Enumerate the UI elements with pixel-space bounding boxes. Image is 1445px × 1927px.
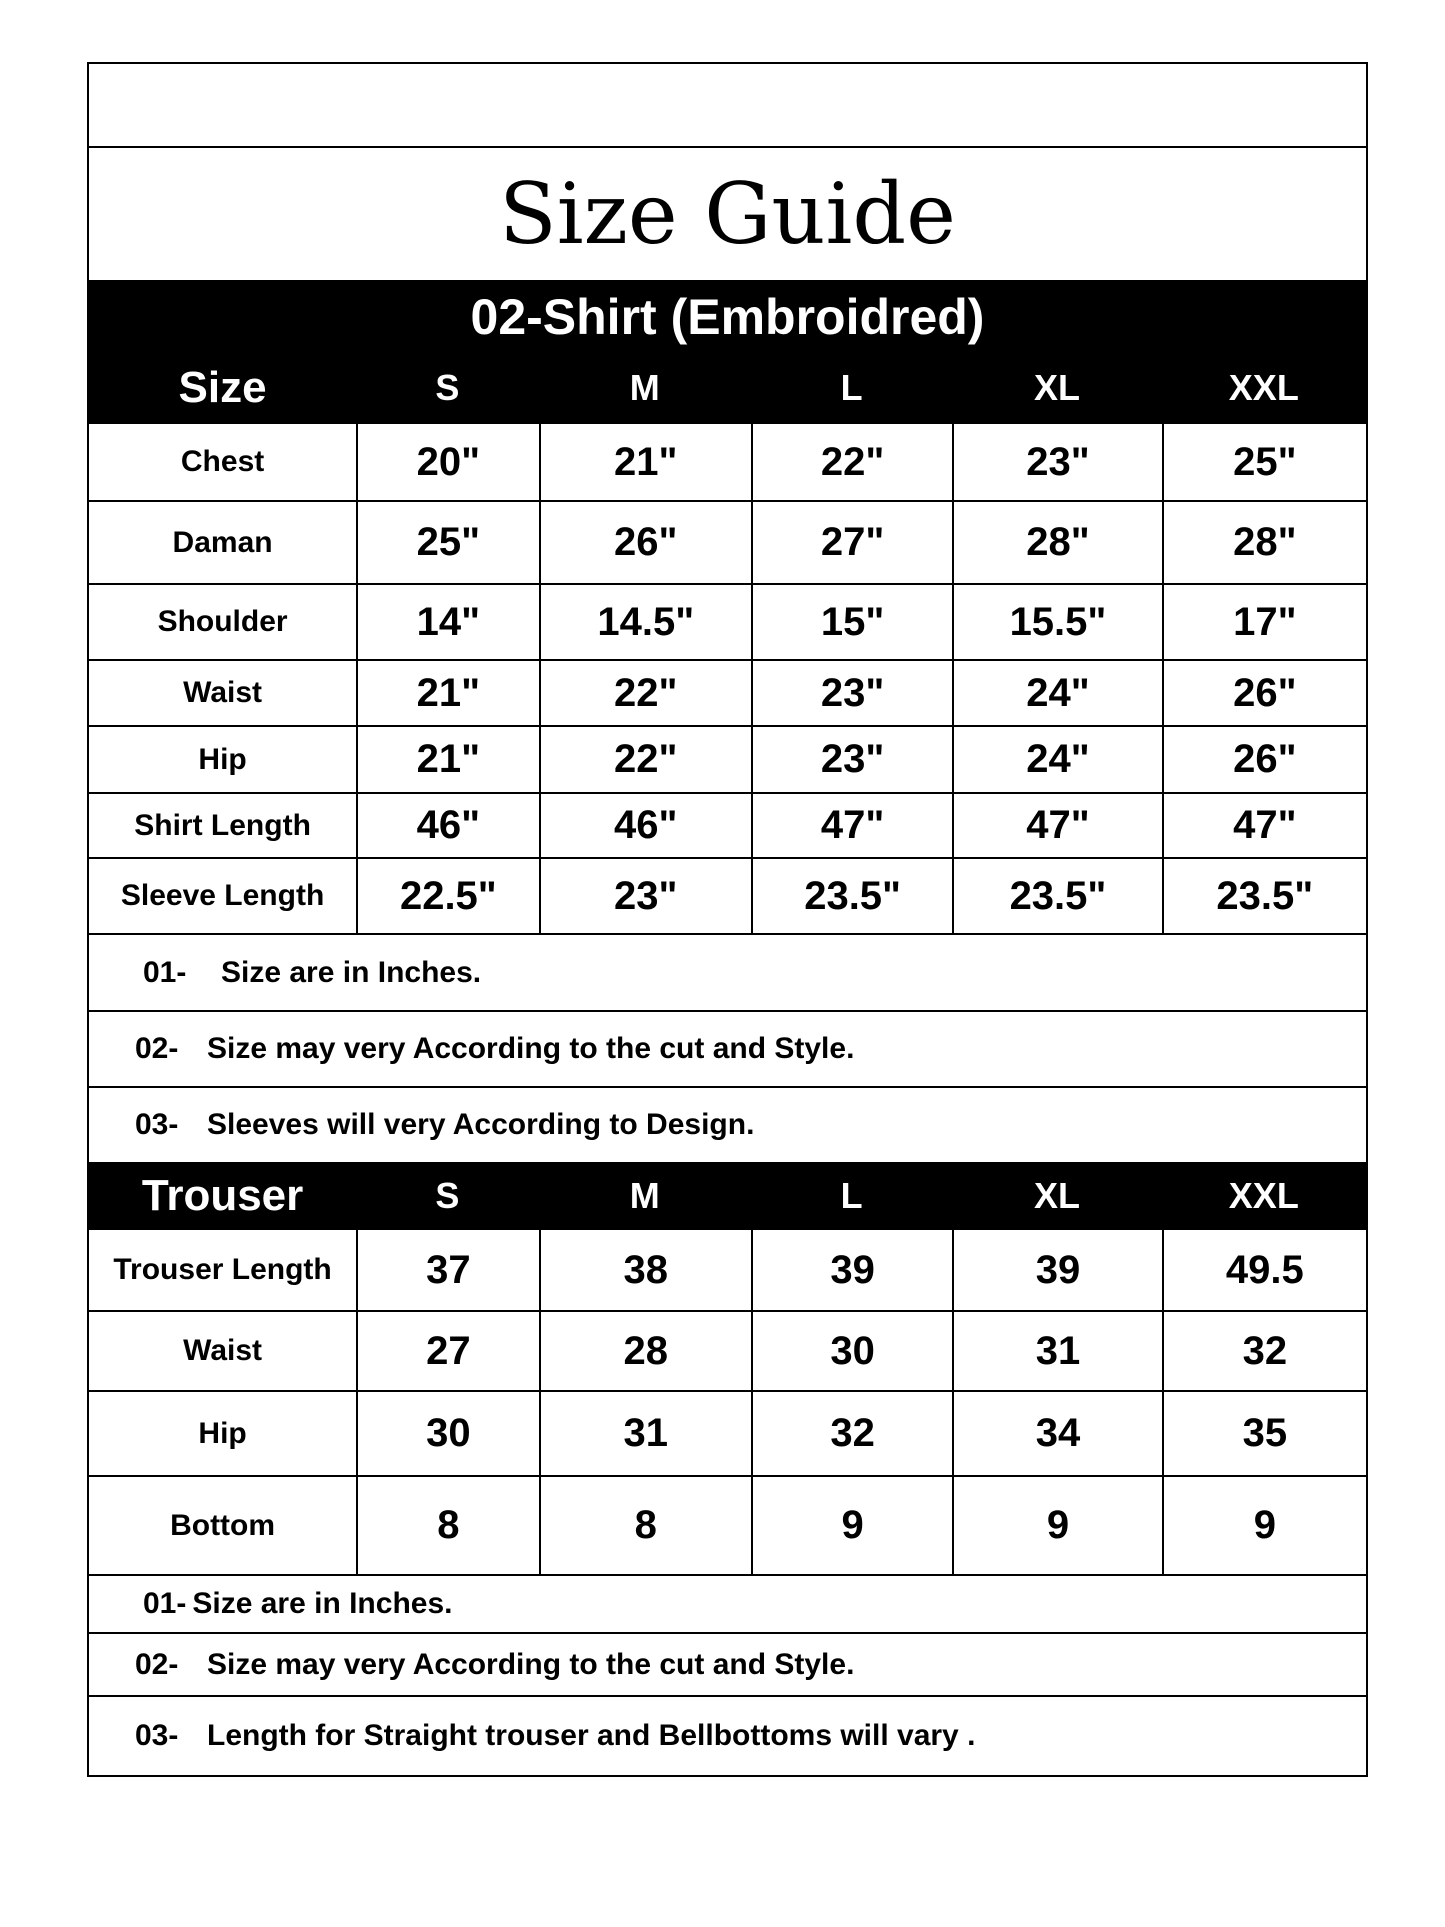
row-label: Shirt Length [134, 808, 311, 842]
note-text: Size may very According to the cut and Style. [207, 1647, 855, 1681]
shirt-row-shoulder [89, 583, 1366, 659]
value-cell: 9 [1162, 1477, 1366, 1574]
shirt-header-l: L [840, 367, 863, 408]
value-cell: 9 [751, 1477, 952, 1574]
value-cell: 46" [356, 794, 538, 857]
shirt-header-row [89, 354, 1366, 422]
shirt-note-1 [89, 933, 1366, 1010]
shirt-header-xl: XL [1033, 367, 1080, 408]
value-cell: 24" [952, 661, 1161, 725]
shirt-row-hip [89, 725, 1366, 792]
value-cell: 25" [356, 502, 538, 583]
shirt-header-s: S [435, 367, 460, 408]
value-cell: 20" [356, 424, 538, 500]
row-label: Waist [183, 1334, 263, 1367]
note-number: 02- [135, 1647, 179, 1681]
shirt-row-sleeve-length [89, 857, 1366, 933]
value-cell: 15.5" [952, 585, 1161, 659]
note-number: 03- [135, 1719, 179, 1752]
trouser-header-xxl: XXL [1228, 1175, 1299, 1216]
trouser-row-hip [89, 1390, 1366, 1475]
value-cell: 26" [539, 502, 751, 583]
value-cell: 23" [539, 859, 751, 933]
trouser-header-m: M [629, 1175, 660, 1216]
value-cell: 23" [751, 661, 952, 725]
value-cell: 21" [356, 727, 538, 792]
value-cell: 22" [539, 727, 751, 792]
row-label: Daman [172, 525, 273, 559]
value-cell: 23" [751, 727, 952, 792]
shirt-row-daman [89, 500, 1366, 583]
note-text: Sleeves will very According to Design. [207, 1108, 755, 1141]
row-label: Bottom [170, 1508, 276, 1542]
value-cell: 22" [751, 424, 952, 500]
value-cell: 25" [1162, 424, 1366, 500]
value-cell: 15" [751, 585, 952, 659]
size-guide-sheet [87, 62, 1368, 1777]
value-cell: 22.5" [356, 859, 538, 933]
trouser-header-s: S [435, 1175, 460, 1216]
trouser-note-3 [89, 1695, 1366, 1775]
row-label: Hip [198, 742, 247, 776]
value-cell: 14" [356, 585, 538, 659]
note-text: Size are in Inches. [221, 955, 482, 989]
shirt-header-m: M [629, 367, 660, 408]
trouser-note-1 [89, 1574, 1366, 1632]
trouser-header-title: Trouser [141, 1171, 304, 1220]
row-label: Chest [180, 445, 265, 478]
value-cell: 39 [952, 1230, 1161, 1310]
shirt-note-2 [89, 1010, 1366, 1086]
trouser-note-2 [89, 1632, 1366, 1695]
value-cell: 32 [1162, 1312, 1366, 1390]
shirt-row-chest [89, 422, 1366, 500]
value-cell: 23.5" [952, 859, 1161, 933]
value-cell: 14.5" [539, 585, 751, 659]
value-cell: 22" [539, 661, 751, 725]
value-cell: 21" [539, 424, 751, 500]
value-cell: 27 [356, 1312, 538, 1390]
value-cell: 17" [1162, 585, 1366, 659]
trouser-header-row [89, 1162, 1366, 1230]
value-cell: 28" [1162, 502, 1366, 583]
value-cell: 27" [751, 502, 952, 583]
shirt-section-title: 02-Shirt (Embroidred) [89, 280, 1366, 354]
shirt-note-3 [89, 1086, 1366, 1162]
value-cell: 31 [539, 1392, 751, 1475]
value-cell: 9 [952, 1477, 1161, 1574]
value-cell: 8 [356, 1477, 538, 1574]
value-cell: 47" [1162, 794, 1366, 857]
note-text: Size are in Inches. [192, 1587, 453, 1620]
shirt-header-xxl: XXL [1228, 367, 1299, 408]
row-label: Sleeve Length [120, 879, 325, 912]
value-cell: 37 [356, 1230, 538, 1310]
value-cell: 38 [539, 1230, 751, 1310]
row-label: Hip [198, 1416, 247, 1450]
value-cell: 46" [539, 794, 751, 857]
note-number: 01- [143, 1587, 187, 1620]
value-cell: 32 [751, 1392, 952, 1475]
value-cell: 21" [356, 661, 538, 725]
value-cell: 8 [539, 1477, 751, 1574]
row-label: Trouser Length [113, 1253, 332, 1286]
trouser-header-l: L [840, 1175, 863, 1216]
value-cell: 28 [539, 1312, 751, 1390]
row-label: Waist [183, 676, 263, 709]
shirt-row-waist [89, 659, 1366, 725]
trouser-row-length [89, 1230, 1366, 1310]
value-cell: 47" [952, 794, 1161, 857]
value-cell: 23.5" [751, 859, 952, 933]
value-cell: 26" [1162, 727, 1366, 792]
note-number: 02- [135, 1032, 179, 1065]
value-cell: 47" [751, 794, 952, 857]
shirt-header-size: Size [178, 363, 267, 412]
value-cell: 28" [952, 502, 1161, 583]
trouser-row-bottom [89, 1475, 1366, 1574]
note-text: Size may very According to the cut and Style. [207, 1032, 855, 1065]
value-cell: 31 [952, 1312, 1161, 1390]
shirt-row-shirt-length [89, 792, 1366, 857]
value-cell: 35 [1162, 1392, 1366, 1475]
top-blank-band [89, 64, 1366, 148]
note-number: 03- [135, 1108, 179, 1141]
value-cell: 26" [1162, 661, 1366, 725]
value-cell: 24" [952, 727, 1161, 792]
value-cell: 23" [952, 424, 1161, 500]
value-cell: 30 [356, 1392, 538, 1475]
note-text: Length for Straight trouser and Bellbottoms will vary . [207, 1719, 976, 1752]
value-cell: 49.5 [1162, 1230, 1366, 1310]
value-cell: 39 [751, 1230, 952, 1310]
row-label: Shoulder [157, 605, 288, 638]
value-cell: 30 [751, 1312, 952, 1390]
page-title: Size Guide [499, 165, 956, 263]
value-cell: 23.5" [1162, 859, 1366, 933]
note-number: 01- [143, 955, 187, 989]
value-cell: 34 [952, 1392, 1161, 1475]
trouser-header-xl: XL [1033, 1175, 1080, 1216]
trouser-row-waist [89, 1310, 1366, 1390]
